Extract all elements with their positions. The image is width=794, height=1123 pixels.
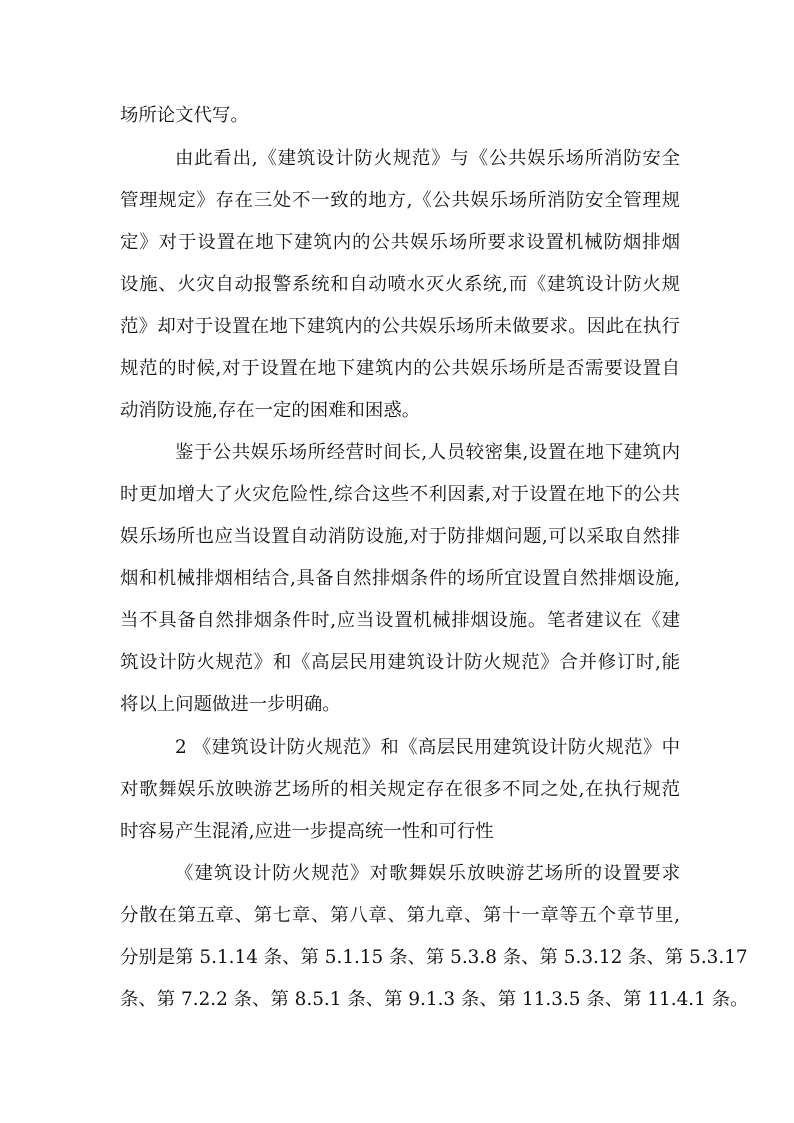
section-heading-line: 时容易产生混淆,应进一步提高统一性和可行性 xyxy=(120,821,494,842)
text-line: 筑设计防火规范》和《高层民用建筑设计防火规范》合并修订时,能 xyxy=(120,652,680,673)
text-line: 《建筑设计防火规范》对歌舞娱乐放映游艺场所的设置要求 xyxy=(175,863,680,884)
text-line: 规范的时候,对于设置在地下建筑内的公共娱乐场所是否需要设置自 xyxy=(120,358,680,379)
text-line: 当不具备自然排烟条件时,应当设置机械排烟设施。笔者建议在《建 xyxy=(120,610,680,631)
text-line: 条、第 7.2.2 条、第 8.5.1 条、第 9.1.3 条、第 11.3.5 条、第 11.4.1 条。 xyxy=(120,989,749,1010)
text-line: 场所论文代写。 xyxy=(120,105,249,126)
text-line: 管理规定》存在三处不一致的地方,《公共娱乐场所消防安全管理规 xyxy=(120,190,680,211)
text-line: 范》却对于设置在地下建筑内的公共娱乐场所未做要求。因此在执行 xyxy=(120,316,680,337)
text-line: 娱乐场所也应当设置自动消防设施,对于防排烟问题,可以采取自然排 xyxy=(120,526,680,547)
text-line: 分别是第 5.1.14 条、第 5.1.15 条、第 5.3.8 条、第 5.3.12 条、第 5.3.17 xyxy=(120,947,748,968)
section-heading-line: 2 《建筑设计防火规范》和《高层民用建筑设计防火规范》中 xyxy=(175,737,680,758)
text-line: 定》对于设置在地下建筑内的公共娱乐场所要求设置机械防烟排烟 xyxy=(120,232,680,253)
text-line: 时更加增大了火灾危险性,综合这些不利因素,对于设置在地下的公共 xyxy=(120,484,680,505)
text-line: 由此看出,《建筑设计防火规范》与《公共娱乐场所消防安全 xyxy=(175,148,680,169)
text-line: 鉴于公共娱乐场所经营时间长,人员较密集,设置在地下建筑内 xyxy=(175,442,680,463)
text-line: 烟和机械排烟相结合,具备自然排烟条件的场所宜设置自然排烟设施, xyxy=(120,568,680,589)
text-line: 分散在第五章、第七章、第八章、第九章、第十一章等五个章节里, xyxy=(120,905,680,926)
text-line: 动消防设施,存在一定的困难和困惑。 xyxy=(120,400,421,421)
text-line: 将以上问题做进一步明确。 xyxy=(120,694,341,715)
text-line: 设施、火灾自动报警系统和自动喷水灭火系统,而《建筑设计防火规 xyxy=(120,274,680,295)
section-heading-line: 对歌舞娱乐放映游艺场所的相关规定存在很多不同之处,在执行规范 xyxy=(120,779,680,800)
